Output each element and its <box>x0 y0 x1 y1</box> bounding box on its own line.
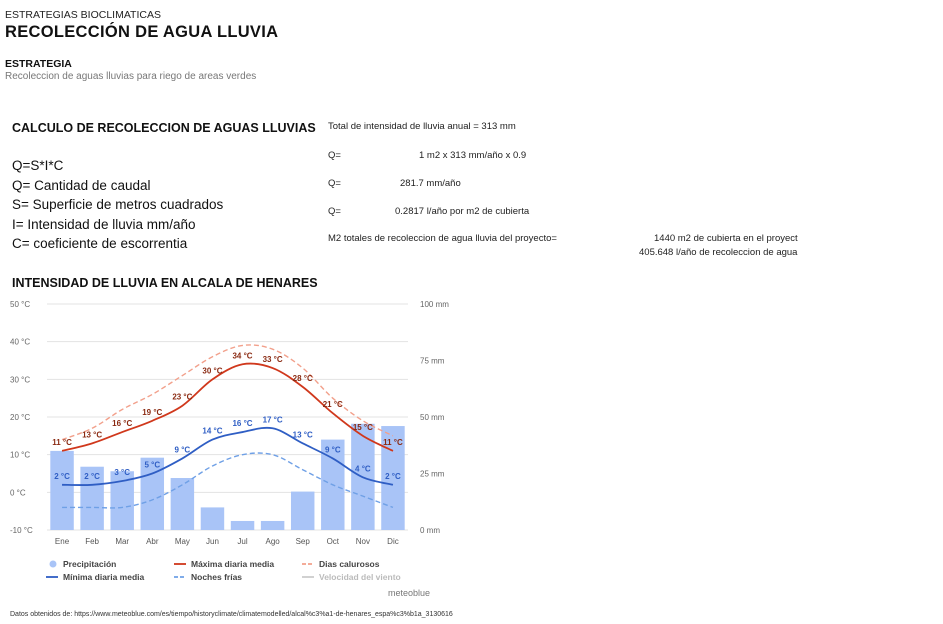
total-label: M2 totales de recoleccion de agua lluvia del proyecto= <box>328 233 557 244</box>
y-left-tick: 0 °C <box>10 488 26 498</box>
max-temp-line <box>62 364 393 451</box>
legend-label: Precipitación <box>63 559 117 569</box>
x-tick-label: Sep <box>295 537 310 546</box>
x-tick-label: Oct <box>326 537 340 546</box>
precipitation-bar <box>50 451 73 530</box>
y-right-tick: 75 mm <box>420 356 445 366</box>
min-temp-label: 9 °C <box>174 445 191 455</box>
precipitation-bar <box>171 478 194 530</box>
strategy-label: ESTRATEGIA <box>5 58 72 70</box>
max-temp-label: 19 °C <box>142 407 163 417</box>
legend-label: Velocidad del viento <box>319 572 401 582</box>
max-temp-label: 33 °C <box>262 355 283 365</box>
section-label: ESTRATEGIAS BIOCLIMATICAS <box>5 9 161 21</box>
min-temp-label: 3 °C <box>114 468 131 478</box>
legend-label: Máxima diaria media <box>191 559 275 569</box>
q-label: Q= <box>328 150 341 161</box>
calc-heading: CALCULO DE RECOLECCION DE AGUAS LLUVIAS <box>12 121 316 135</box>
x-tick-label: Jun <box>206 537 219 546</box>
y-right-tick: 25 mm <box>420 469 445 479</box>
precipitation-bar <box>261 521 284 530</box>
min-temp-label: 2 °C <box>84 471 100 481</box>
min-temp-label: 5 °C <box>144 460 161 470</box>
max-temp-label: 11 °C <box>383 437 403 447</box>
total-intensity: Total de intensidad de lluvia anual = 313 mm <box>328 121 516 132</box>
max-temp-label: 21 °C <box>322 400 343 410</box>
y-right-tick: 100 mm <box>420 300 449 309</box>
x-tick-label: Nov <box>355 537 370 546</box>
y-right-tick: 50 mm <box>420 413 445 422</box>
total-value-2: 405.648 l/año de recoleccion de agua <box>639 247 798 258</box>
chart-heading: INTENSIDAD DE LLUVIA EN ALCALA DE HENARES <box>12 276 318 290</box>
q-line-2: 281.7 mm/año <box>400 178 461 189</box>
page-title: RECOLECCIÓN DE AGUA LLUVIA <box>5 23 279 41</box>
max-temp-label: 34 °C <box>232 351 253 361</box>
x-tick-label: Jul <box>237 537 248 546</box>
formula-block <box>12 156 223 254</box>
y-left-tick: -10 °C <box>10 526 33 535</box>
min-temp-label: 4 °C <box>355 464 371 474</box>
formula-line: C= coeficiente de escorrentia <box>12 236 188 252</box>
max-temp-label: 13 °C <box>82 430 103 440</box>
q-label: Q= <box>328 178 341 189</box>
legend-label: Mínima diaria media <box>63 572 145 582</box>
precipitation-bar <box>231 521 254 530</box>
q-line-3: 0.2817 l/año por m2 de cubierta <box>395 206 530 217</box>
max-temp-label: 11 °C <box>52 437 72 447</box>
min-temp-label: 13 °C <box>292 430 313 440</box>
formula-line: I= Intensidad de lluvia mm/año <box>12 216 196 232</box>
y-left-tick: 30 °C <box>10 375 31 385</box>
max-temp-label: 15 °C <box>352 422 373 432</box>
x-tick-label: Abr <box>146 537 159 546</box>
x-tick-label: Dic <box>387 537 399 546</box>
x-tick-label: May <box>174 537 190 546</box>
x-tick-label: Mar <box>115 537 130 546</box>
strategy-description: Recoleccion de aguas lluvias para riego de areas verdes <box>5 71 257 82</box>
climate-chart <box>0 292 480 602</box>
max-temp-label: 28 °C <box>292 373 313 383</box>
x-tick-label: Feb <box>85 537 100 546</box>
min-temp-label: 9 °C <box>324 445 341 455</box>
max-temp-label: 30 °C <box>202 366 223 376</box>
x-tick-label: Ago <box>265 537 280 546</box>
y-right-tick: 0 mm <box>420 526 440 535</box>
legend-label: Noches frías <box>191 572 243 582</box>
q-line-1: 1 m2 x 313 mm/año x 0.9 <box>419 150 527 161</box>
formula-line: Q=S*I*C <box>12 158 64 173</box>
y-left-tick: 10 °C <box>10 450 31 460</box>
source-footer: Datos obtenidos de: https://www.meteoblue.com/es/tiempo/historyclimate/climatemodelled/alcal%c3%a1-de-henares_espa%c3%b1a_3130616 <box>10 611 453 618</box>
min-temp-label: 2 °C <box>54 471 70 481</box>
legend-swatch <box>50 561 57 568</box>
q-label: Q= <box>328 206 341 217</box>
precipitation-bar <box>291 492 314 530</box>
min-temp-label: 17 °C <box>262 415 283 425</box>
brand-label: meteoblue <box>387 588 430 598</box>
formula-line: S= Superficie de metros cuadrados <box>12 197 224 213</box>
max-temp-label: 23 °C <box>172 392 193 402</box>
y-left-tick: 40 °C <box>10 337 31 347</box>
max-temp-label: 16 °C <box>112 419 133 429</box>
legend-label: Dias calurosos <box>319 559 380 569</box>
y-left-tick: 50 °C <box>10 300 31 309</box>
chart-legend <box>46 559 430 598</box>
min-temp-label: 16 °C <box>232 419 253 429</box>
min-temp-label: 2 °C <box>385 471 401 481</box>
x-tick-label: Ene <box>54 537 70 546</box>
precipitation-bar <box>201 507 224 530</box>
y-left-tick: 20 °C <box>10 413 31 422</box>
total-value-1: 1440 m2 de cubierta en el proyect <box>654 233 798 244</box>
formula-line: Q= Cantidad de caudal <box>12 177 151 193</box>
min-temp-label: 14 °C <box>202 426 223 436</box>
